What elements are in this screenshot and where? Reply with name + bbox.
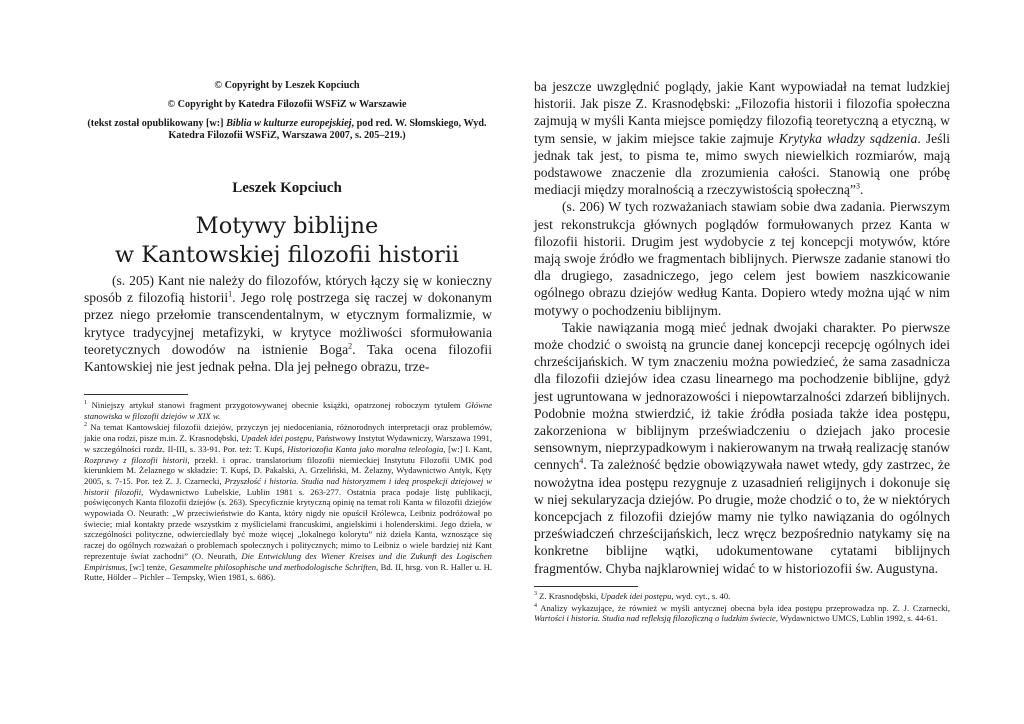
footnote-number: 4: [534, 602, 537, 609]
pub-suffix: , pod red. W. Słomskiego, Wyd. Katedra Filozofii WSFiZ, Warszawa 2007, s. 205–219.): [168, 118, 487, 141]
text-run: . Jeśli jednak tak jest, to pisma te, mimo swych niewielkich rozmiarów, mają podstawowe znaczenie dla zrozumienia całości. Stanowią one próbę mediacji między moralnością a rzeczywistością społeczną”: [534, 130, 950, 198]
article-title: [84, 212, 490, 270]
text-run: Niniejszy artykuł stanowi fragment przygotowywanej obecnie książki, opatrzonej roboczym tytułem: [87, 400, 466, 410]
footnote-number: 2: [84, 422, 87, 429]
right-body-text: [534, 78, 950, 577]
text-run: Na temat Kantowskiej filozofii dziejów, przyczyn jej niedoceniania, różnorodnych interpretacji oraz problemów, jakie ona rodzi, pisze m.in. Z. Krasnodębski,: [84, 422, 492, 444]
publication-note: [84, 118, 490, 142]
text-run-italic: Wartości i historia. Studia nad refleksją filozoficzną o ludzkim świecie: [534, 613, 776, 624]
text-run: . Taka ocena filozofii Kantowskiej nie jest jednak pełna. Dla jej pełnego obrazu, trze-: [84, 341, 492, 375]
text-run-italic: Upadek idei postępu: [240, 433, 312, 444]
title-line-2: w Kantowskiej filozofii historii: [114, 242, 460, 268]
text-run: , [w:] I. Kant,: [443, 443, 492, 454]
right-footnotes: [534, 591, 950, 625]
text-run: , [w:] tenże,: [125, 561, 170, 572]
footnote-number: 3: [534, 591, 537, 598]
text-run: (s. 205) Kant nie należy do filozofów, których łączy się w konieczny sposób z filozofią historii: [84, 273, 492, 306]
footnote-1: [84, 400, 492, 421]
text-run: Z. Krasnodębski,: [537, 591, 601, 601]
text-run: , Państwowy Instytut Wydawniczy, Warszawa 1991, w szczególności rozdz. II-III, s. 33-91. Por. też: T. Kupś,: [84, 433, 492, 454]
text-run: Analizy wykazujące, że również w myśli antycznej obecna była idea postępu przeprowadza np. Z. J. Czarnecki,: [537, 602, 950, 613]
text-run: Takie nawiązania mogą mieć jednak dwojaki charakter. Po pierwsze może chodzić o swoistą na gruncie danej koncepcji recepcję ogólnych idei chrześcijańskich. W tym znaczeniu można powiedzieć, że sama zasadnicza dla filozofii dziejów idea czasu linearnego ma pochodzenie biblijne, gdyż jest ugruntowana w jednorazowości i niepowtarzalności zdarzeń biblijnych. Podobnie można stwierdzić, iż takie źródła posiada także idea postępu, zakorzeniona w biblijnym przeświadczeniu o dziejach jako procesie sensownym, nieprzypadkowym i nakierowanym na trwałą realizację stanów cennych: [534, 319, 950, 473]
text-run-italic: Die Entwicklung des Wiener Kreises und die Zukunft des Logischen Empirismus: [84, 550, 492, 572]
text-run-italic: Historiozofia Kanta jako moralna teleologia: [287, 443, 444, 454]
copyright-author: © Copyright by Leszek Kopciuch: [214, 80, 360, 91]
pub-title: Biblia w kulturze europejskiej: [226, 118, 352, 129]
footnote-divider: [534, 586, 638, 587]
text-run: , Wydawnictwo UMCS, Lublin 1992, s. 44-61.: [775, 613, 938, 624]
text-run: , wyd. cyt., s. 40.: [671, 591, 731, 601]
footnote-ref-2: 2: [348, 341, 353, 351]
text-run: , przekł. i oprac. translatorium filozofii niemieckiej Instytutu Filozofii UMK pod kierunkiem M. Żelaznego w składzie: T. Kupś, D. Pakalski, A. Grzeliński, M. Żelazny, Wydawnictwo Antyk, Kęty 2005, s. 7-15. Por. też Z. J. Czarnecki,: [84, 454, 493, 486]
title-line-1: Motywy biblijne: [195, 213, 379, 239]
text-run: . Jego rolę postrzega się raczej w dokonanym przez niego przełomie transcendentalnym, w etycznym formalizmie, w krytyce tradycyjnej metafizyki, w krytyce możliwości sformułowania teoretycznych dowodów na istnienie Boga: [84, 290, 492, 357]
text-run-italic: Rozprawy z filozofii historii: [84, 454, 188, 465]
copyright-publisher: © Copyright by Katedra Filozofii WSFiZ w Warszawie: [167, 99, 407, 110]
footnote-divider: [84, 394, 188, 395]
pub-prefix: (tekst został opublikowany [w:]: [87, 118, 227, 129]
footnote-3: [534, 591, 950, 602]
copyright-header: [84, 80, 490, 149]
article-author: Leszek Kopciuch: [232, 180, 342, 196]
paragraph: [534, 319, 950, 577]
footnote-number: 1: [84, 400, 87, 407]
text-run-italic: Przyszłość i historia. Studia nad historyzmem i ideą prospekcji dziejowej w historii filozofii: [84, 475, 493, 497]
paragraph: [534, 78, 950, 198]
paragraph: [84, 272, 492, 375]
footnote-ref-4: 4: [579, 456, 584, 466]
footnote-2: [84, 422, 492, 583]
paragraph: (s. 206) W tych rozważaniach stawiam sobie dwa zadania. Pierwszym jest rekonstrukcja głównych poglądów formułowanych przez Kanta w filozofii historii. Drugim jest wydobycie z tej koncepcji motywów, które mają swoje źródło we fragmentach biblijnych. Pierwsze zadanie stanowi tło dla drugiego, zasadniczego, jego celem jest bowiem naszkicowanie ogólnego obrazu dziejów według Kanta. Dopiero wtedy można ująć w nim motywy o pochodzeniu biblijnym.: [534, 199, 950, 318]
left-footnotes: [84, 400, 492, 584]
text-run-italic: Gesammelte philosophische und methodologische Schriften: [169, 561, 377, 572]
footnote-ref-3: 3: [855, 181, 860, 191]
footnote-ref-1: 1: [228, 289, 233, 299]
text-run: ba jeszcze uwzględnić poglądy, jakie Kant wypowiadał na temat ludzkiej historii. Jak pisze Z. Krasnodębski: „Filozofia historii i filozofia społeczna zajmują w myśli Kanta miejsce pomiędzy filozofią teoretyczną a etyczną, w tym sensie, w jakim miejsce takie zajmuje: [534, 79, 950, 146]
text-run-italic: Upadek idei postępu: [600, 591, 672, 601]
text-run: , Bd. II, hrsg. von R. Haller u. H. Rutte, Hölder – Pichler – Tempsky, Wien 1981, s. 686).: [84, 561, 492, 583]
text-run-italic: Główne stanowiska w filozofii dziejów w XIX w.: [84, 400, 492, 421]
text-run: , Wydawnictwo Lubelskie, Lublin 1981 s. 263-277. Ostatnia praca podaje listę publikacji, poświęconych Kanta filozofii dziejów (s. 263). Specyficznie krytyczną opinię na temat roli Kanta w filozofii dziejów wypowiada O. Neurath: „W przeciwieństwie do Kanta, który nigdy nie opuścił Królewca, Leibniz podróżował po świecie; miał kontakty przede wszystkim z myślicielami francuskimi, angielskimi i holenderskimi. Jego dzieła, w szczególności polityczne, odwierciedlały być może więcej „lokalnego kolorytu” niż dzieła Kanta, wznoszące się raczej do ogólnych rozważań o problemach społecznych i politycznych; mimo to Leibniz o wiele bardziej niż Kant reprezentuje świat zachodni” (O. Neurath,: [84, 486, 492, 561]
text-run-italic: Krytyka władzy sądzenia: [778, 130, 918, 146]
footnote-4: [534, 603, 950, 624]
left-body-text: [84, 272, 492, 375]
text-run: .: [859, 182, 864, 198]
text-run: . Ta zależność będzie obowiązywała nawet wtedy, gdy zastrzec, że nowożytna idea postępu rezygnuje z uzasadnień religijnych i dokonuje się w niej sekularyzacja dziejów. Po drugie, może chodzić o to, że w niektórych koncepcjach z filozofii dziejów mamy nie tylko nawiązania do ogólnych przeświadczeń chrześcijańskich, lecz wręcz bezpośrednio natykamy się na konkretne biblijne wątki, udokumentowane cytatami biblijnych fragmentów. Chyba najklarowniej widać to w historiozofii św. Augustyna.: [534, 457, 950, 576]
right-page: [512, 0, 1024, 724]
